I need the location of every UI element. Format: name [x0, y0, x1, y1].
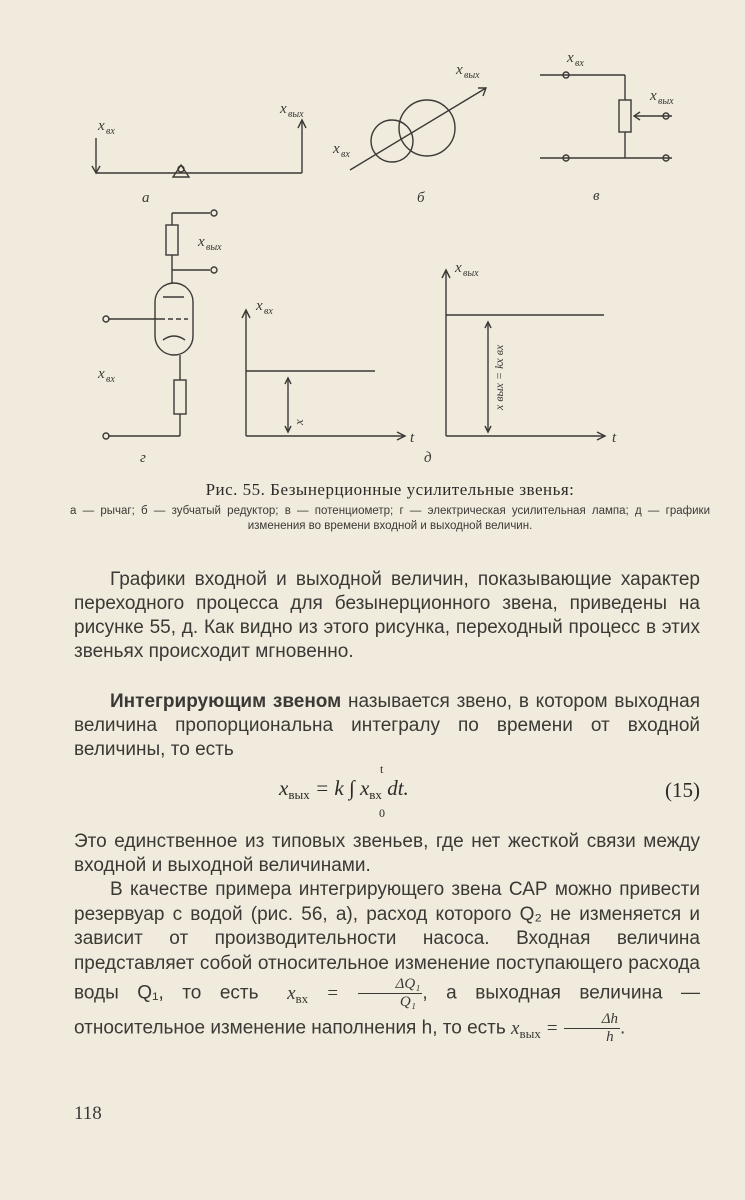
svg-text:x: x — [98, 366, 105, 382]
svg-text:x: x — [567, 50, 574, 66]
paragraph-1: Графики входной и выходной величин, показывающие характер переходного процесса для безынерционного звена, приведены на рисунке 55, д. Как видно из этого рисунка, переходный процесс в этих звеньях происходит мгновенно. — [74, 569, 700, 662]
svg-text:вх: вх — [106, 126, 115, 137]
label-b: б — [417, 190, 425, 206]
integral-lower: 0 — [379, 806, 385, 820]
fraction-xin: $\frac{\text{ΔQ₁}}{\text{Q₁}}$ — [358, 976, 423, 1011]
term-integrating: Интегрирующим звеном — [110, 691, 342, 712]
svg-text:вх: вх — [106, 374, 115, 385]
figure-caption — [70, 480, 710, 534]
figure-drawing — [0, 0, 745, 480]
label-a: а — [142, 190, 150, 206]
svg-text:вых: вых — [658, 96, 674, 107]
paragraph-2: Интегрирующим звеном называется звено, в котором выходная величина пропорциональна интегралу по времени от входной величины, то есть — [74, 691, 700, 760]
page-number: 118 — [74, 1103, 102, 1124]
svg-text:x: x — [456, 62, 463, 78]
svg-text:x: x — [455, 260, 462, 276]
diagram-v-potentiometer — [540, 72, 672, 161]
diagram-b-gear — [350, 88, 486, 170]
svg-text:вых: вых — [463, 268, 479, 279]
formula-number: (15) — [665, 778, 700, 802]
svg-text:вх: вх — [575, 58, 584, 69]
svg-text:x: x — [280, 101, 287, 117]
paragraph-3: Это единственное из типовых звеньев, где нет жесткой связи между входной и выходной величинами. — [74, 831, 700, 876]
svg-text:вых: вых — [288, 109, 304, 120]
svg-text:вх: вх — [341, 149, 350, 160]
diagram-d-input-graph — [242, 310, 405, 440]
label-g: г — [140, 450, 146, 466]
svg-text:t: t — [410, 430, 415, 446]
label-v: в — [593, 188, 600, 204]
integral-sign: ∫ — [348, 776, 355, 800]
svg-text:вых: вых — [464, 70, 480, 81]
diagram-a-lever — [92, 120, 306, 177]
svg-text:x: x — [333, 141, 340, 157]
diagram-d-output-graph — [442, 270, 605, 440]
svg-text:вых: вых — [206, 242, 222, 253]
svg-text:x: x — [198, 234, 205, 250]
label-a-xin: x — [98, 118, 105, 134]
paragraph-4: В качестве примера интегрирующего звена САР можно привести резервуар с водой (рис. 56, а), расход которого Q₂ не изменяется и зависит от производительности насоса. Входная величина представляет собой относительное изменение поступающего расхода воды Q₁, то есть $x_{вх}$ = $\frac{\text{ΔQ₁}}{\text{Q₁}}$ , а выходная величина — относительное изменение наполнения h, то есть $x_{вых}$ = $\frac{\Delta h}{h}$ . — [74, 879, 701, 1046]
integral-upper: t — [380, 762, 384, 776]
caption-title: Рис. 55. Безынерционные усилительные звенья: — [205, 480, 575, 499]
label-d: д — [424, 450, 432, 466]
svg-text:x: x — [650, 88, 657, 104]
caption-legend: а — рычаг; б — зубчатый редуктор; в — потенциометр; г — электрическая усилительная лампа; д — графики изменения во времени входной и выходной величин. — [70, 505, 710, 532]
svg-text:x: x — [256, 298, 263, 314]
formula-15: $x_{вых} = k$ ∫ $x_{вх}$ dt. t 0 (15) — [279, 762, 700, 820]
fraction-xout: $\frac{\Delta h}{h}$ — [564, 1011, 620, 1046]
svg-text:x: x — [291, 419, 306, 425]
svg-text:x вых = kx вх: x вых = kx вх — [492, 344, 506, 410]
svg-text:вх: вх — [264, 306, 273, 317]
svg-text:t: t — [612, 430, 617, 446]
figure-55 — [0, 0, 745, 480]
